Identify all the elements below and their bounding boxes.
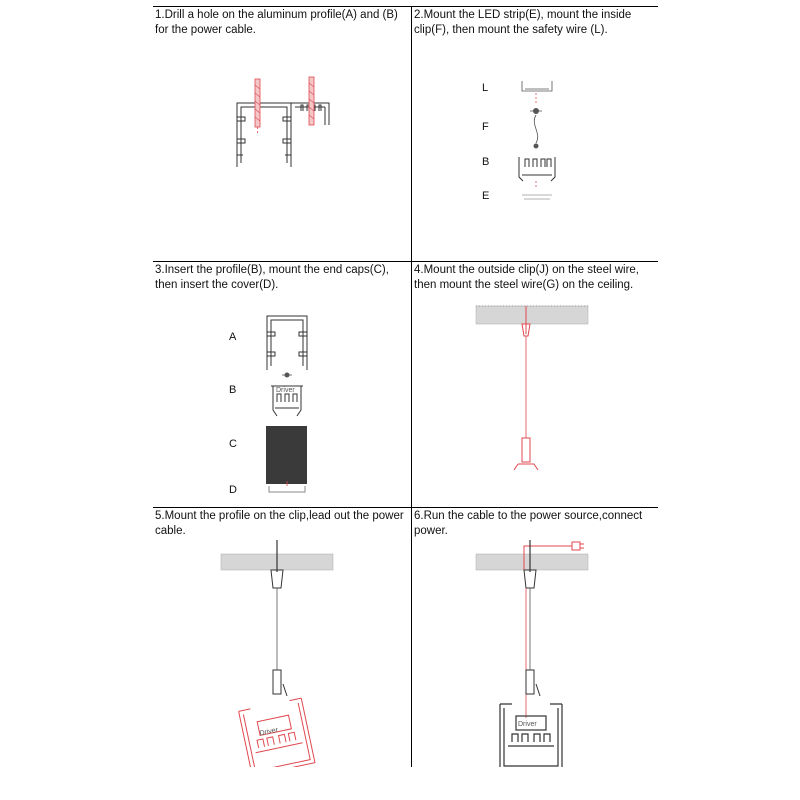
step-6-cell (412, 508, 658, 767)
label-d: D (229, 484, 237, 496)
cover-d-icon (269, 486, 305, 492)
power-plug-icon (572, 542, 584, 550)
driver-label: Driver (276, 387, 295, 394)
instruction-grid (153, 6, 658, 767)
step-4-diagram (412, 262, 658, 507)
outside-clip-icon (526, 670, 540, 696)
step-4-cell (412, 262, 658, 507)
label-b: B (482, 156, 490, 168)
drill-bit-a-icon (255, 79, 260, 135)
step-3-cell (153, 262, 411, 507)
ceiling-icon (476, 306, 588, 324)
step-2-diagram (412, 7, 658, 261)
label-l: L (482, 82, 489, 94)
profile-a-icon (237, 103, 291, 167)
profile-b-icon (519, 157, 555, 181)
step-2-text: 2.Mount the LED strip(E), mount the inside clip(F), then mount the safety wire (L). (414, 9, 632, 36)
step-5-cell (153, 508, 411, 767)
ceiling-cup-icon (271, 570, 283, 588)
end-cap-c-icon (266, 426, 307, 484)
outside-clip-icon (273, 670, 287, 696)
screw-icon (282, 373, 292, 378)
step-3-diagram (153, 262, 411, 507)
ceiling-cup-icon (524, 570, 536, 588)
driver-label: Driver (259, 726, 279, 738)
label-b: B (229, 384, 237, 396)
step-3-text: 3.Insert the profile(B), mount the end caps(C), then insert the cover(D). (155, 264, 389, 291)
label-e: E (482, 190, 490, 202)
step-1-text: 1.Drill a hole on the aluminum profile(A) and (B) for the power cable. (155, 9, 398, 36)
screw-icon (530, 108, 542, 114)
step-6-diagram (412, 508, 658, 767)
step-1-cell (153, 7, 411, 261)
wire-clip-icon (534, 144, 539, 149)
outside-clip-icon (514, 438, 538, 470)
step-1-diagram (153, 7, 411, 261)
led-strip-icon (522, 195, 552, 199)
safety-wire-icon (534, 115, 537, 143)
label-f: F (482, 121, 489, 133)
profile-a-icon (267, 316, 307, 370)
step-6-text: 6.Run the cable to the power source,connect power. (414, 510, 643, 537)
step-5-text: 5.Mount the profile on the clip,lead out the power cable. (155, 510, 404, 537)
mounted-profile-icon (500, 704, 562, 767)
driver-label: Driver (518, 721, 537, 728)
step-2-cell (412, 7, 658, 261)
drill-bit-b-icon (309, 77, 314, 125)
label-a: A (229, 331, 237, 343)
step-4-text: 4.Mount the outside clip(J) on the steel wire, then mount the steel wire(G) on the ceiling. (414, 264, 640, 291)
step-5-diagram (153, 508, 411, 767)
label-c: C (229, 438, 237, 450)
ceiling-icon (476, 554, 588, 570)
inside-clip-icon (522, 81, 552, 91)
